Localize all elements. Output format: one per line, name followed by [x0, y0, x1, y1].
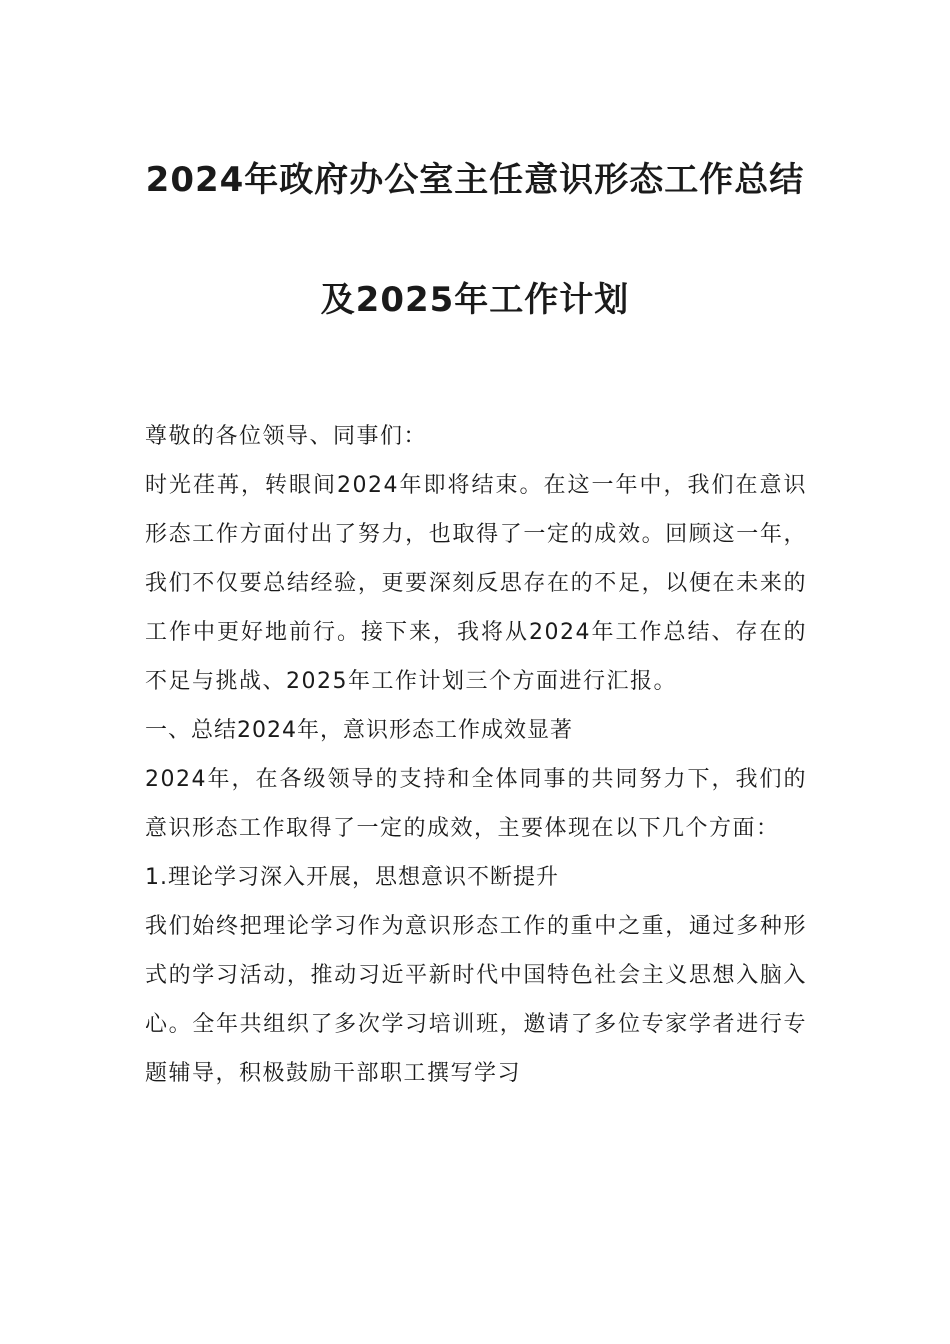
subsection-heading-1: 1.理论学习深入开展，思想意识不断提升 — [145, 865, 559, 890]
document-body — [145, 412, 807, 1098]
document-title-line-2: 及2025年工作计划 — [320, 280, 630, 320]
section-1-paragraph: 2024年，在各级领导的支持和全体同事的共同努力下，我们的意识形态工作取得了一定的成效，主要体现在以下几个方面： — [145, 767, 807, 841]
intro-paragraph: 时光荏苒，转眼间2024年即将结束。在这一年中，我们在意识形态工作方面付出了努力，也取得了一定的成效。回顾这一年，我们不仅要总结经验，更要深刻反思存在的不足，以便在未来的工作中更好地前行。接下来，我将从2024年工作总结、存在的不足与挑战、2025年工作计划三个方面进行汇报。 — [145, 473, 807, 694]
document-title-line-1: 2024年政府办公室主任意识形态工作总结 — [145, 160, 805, 200]
subsection-1-paragraph: 我们始终把理论学习作为意识形态工作的重中之重，通过多种形式的学习活动，推动习近平新时代中国特色社会主义思想入脑入心。全年共组织了多次学习培训班，邀请了多位专家学者进行专题辅导，积极鼓励干部职工撰写学习 — [145, 914, 807, 1086]
salutation-paragraph: 尊敬的各位领导、同事们： — [145, 424, 428, 449]
section-heading-1: 一、总结2024年，意识形态工作成效显著 — [145, 718, 573, 743]
